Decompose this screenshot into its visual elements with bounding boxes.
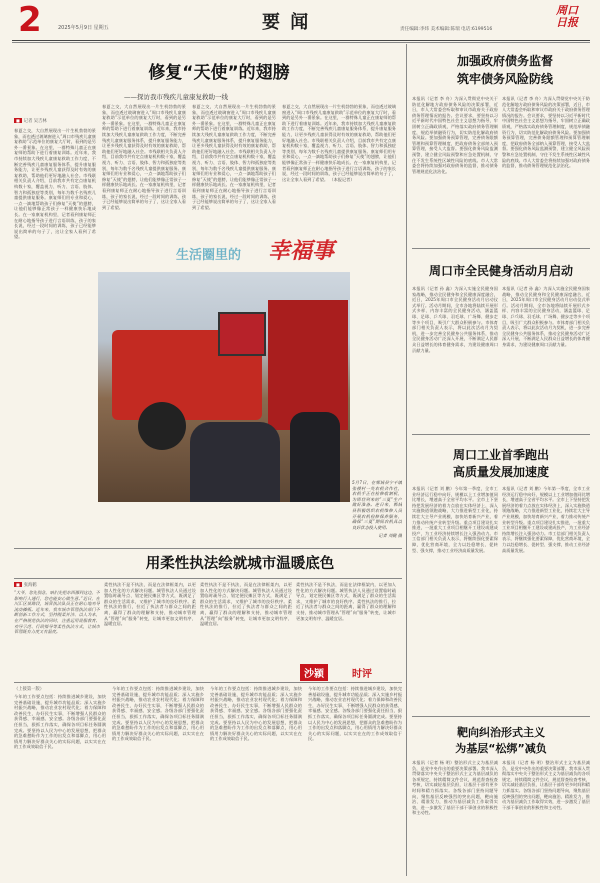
flexible-col-4: 柔性执法不是不执法，而是在法律框架内，以更加人性化的方式解决问题。城管执法人员通过设置临时疏导点、划定便民摊区等方式，既满足了群众的生活需求，又维护了城市的良好秩序。柔性执法的推行，拉近了执法者与群众之间的距离，赢得了群众的理解和支持，推动城市管理从“管理”向“服务”转变，让城市更加文明有序、温暖宜居。 <box>296 582 396 621</box>
flexible-byline-tag: ■ <box>16 582 20 587</box>
flexible-byline <box>14 582 37 588</box>
industry-col-1: 本报讯（记者 刘 鹏）今年第一季度，全市工业经济运行稳中向好，规模以上工业增加值同比增长，增速高于全省平均水平。全市上下坚持把发展经济的着力点放在实体经济上，深入实施换道领跑战略，大力推进新型工业化，持续壮大主导产业规模，加快培育新兴产业，着力推动传统产业转型升级。重点项目建设扎实推进，一批重大工业项目相继开工建设或建成投产，为工业经济持续增长注入强劲动力。市工信部门相关负责人表示，将继续强化要素保障，优化营商环境，全力以赴稳增长、促转型、强支撑，推动工业经济高质量发展。 <box>412 486 498 553</box>
happiness-banner-part2: 幸福事 <box>268 238 335 264</box>
bottom-rule <box>14 682 402 683</box>
angel-end: （本报记者） <box>329 176 355 182</box>
angel-col-3-text: 春夏之交，大自然展现出一片生机勃勃的景象，而也透过玻璃窗进入“周口市残疾儿童康复救助”示范单位的康复大厅时，看到的是另外一番景象。在这里，一群特殊儿童正在康复师的帮助下进行着康复训练。近年来，我市持续加大残疾儿童康复救助工作力度，不断完善残疾儿童康复服务体系，提升康复服务能力，让更多残疾儿童获得及时有效的康复救助，帮助他们更好地融入社会。市残联相关负责人介绍，目前我市共有定点康复机构数十家，覆盖视力、听力、言语、肢体、智力和孤独症等类别，每年为数千名残疾儿童提供康复服务。康复师们用专业和爱心，一点一滴地帮助孩子们修复“天使”的翅膀，让他们能够像正常孩子一样健康快乐地成长。在一家康复机构里，记者看到康复师正在耐心地指导孩子进行言语训练，孩子的家长说，经过一段时间的训练，孩子已经能够说出简单的句子了，这让全家人看到了希望。 <box>192 104 276 210</box>
commentary-title-line2: 为基层“松绑”减负 <box>455 742 547 755</box>
column-divider <box>406 44 407 876</box>
flexible-title: 用柔性执法绘就城市温暖底色 <box>145 556 335 572</box>
debt-title-line1: 加强政府债务监督 <box>456 54 553 68</box>
flexible-col-2: 柔性执法不是不执法，而是在法律框架内，以更加人性化的方式解决问题。城管执法人员通过设置临时疏导点、划定便民摊区等方式，既满足了群众的生活需求，又维护了城市的良好秩序。柔性执法的推行，拉近了执法者与群众之间的距离，赢得了群众的理解和支持，推动城市管理从“管理”向“服务”转变，让城市更加文明有序、温暖宜居。 <box>104 582 196 627</box>
harvester-header <box>268 300 348 430</box>
page-number: 2 <box>18 0 42 40</box>
industry-top-rule <box>412 434 590 435</box>
bottom-left-byline: （上接第一版） <box>14 687 45 692</box>
bottom-col-4: 今年的工作要点包括：持续推进城乡建设，加快完善基础设施，提升城市功能品质；深入实施乡村振兴战略，推动农业农村现代化；着力保障和改善民生，办好民生实事，不断增强人民群众的获得感、幸福感、安全感。各级各部门要强化责任担当，狠抓工作落实，确保各项目标任务圆满完成。要坚持以人民为中心的发展思想，把群众的急难愁盼作为工作的出发点和落脚点，用心用情用力解决好群众关心的实际问题，以实实在在的工作成效取信于民。 <box>308 686 402 742</box>
angel-byline-text: 记者 吴吉林 <box>23 119 47 124</box>
industry-col-2: 本报讯（记者 刘 鹏）今年第一季度，全市工业经济运行稳中向好，规模以上工业增加值同比增长，增速高于全省平均水平。全市上下坚持把发展经济的着力点放在实体经济上，深入实施换道领跑战略，大力推进新型工业化，持续壮大主导产业规模，加快培育新兴产业，着力推动传统产业转型升级。重点项目建设扎实推进，一批重大工业项目相继开工建设或建成投产，为工业经济持续增长注入强劲动力。市工信部门相关负责人表示，将继续强化要素保障，优化营商环境，全力以赴稳增长、促转型、强支撑，推动工业经济高质量发展。 <box>502 486 590 553</box>
angel-col-2-text: 春夏之交，大自然展现出一片生机勃勃的景象，而也透过玻璃窗进入“周口市残疾儿童康复救助”示范单位的康复大厅时，看到的是另外一番景象。在这里，一群特殊儿童正在康复师的帮助下进行着康复训练。近年来，我市持续加大残疾儿童康复救助工作力度，不断完善残疾儿童康复服务体系，提升康复服务能力，让更多残疾儿童获得及时有效的康复救助，帮助他们更好地融入社会。市残联相关负责人介绍，目前我市共有定点康复机构数十家，覆盖视力、听力、言语、肢体、智力和孤独症等类别，每年为数千名残疾儿童提供康复服务。康复师们用专业和爱心，一点一滴地帮助孩子们修复“天使”的翅膀，让他们能够像正常孩子一样健康快乐地成长。在一家康复机构里，记者看到康复师正在耐心地指导孩子进行言语训练，孩子的家长说，经过一段时间的训练，孩子已经能够说出简单的句子了，这让全家人看到了希望。 <box>102 104 186 210</box>
section-title: 要 闻 <box>262 12 311 33</box>
happiness-banner <box>160 232 405 272</box>
bottom-col-1: 今年的工作要点包括：持续推进城乡建设，加快完善基础设施，提升城市功能品质；深入实施乡村振兴战略，推动农业农村现代化；着力保障和改善民生，办好民生实事，不断增强人民群众的获得感、幸福感、安全感。各级各部门要强化责任担当，狠抓工作落实，确保各项目标任务圆满完成。要坚持以人民为中心的发展思想，把群众的急难愁盼作为工作的出发点和落脚点，用心用情用力解决好群众关心的实际问题，以实实在在的工作成效取信于民。 <box>14 694 106 750</box>
angel-col-4-text: 春夏之交，大自然展现出一片生机勃勃的景象，而也透过玻璃窗进入“周口市残疾儿童康复救助”示范单位的康复大厅时，看到的是另外一番景象。在这里，一群特殊儿童正在康复师的帮助下进行着康复训练。近年来，我市持续加大残疾儿童康复救助工作力度，不断完善残疾儿童康复服务体系，提升康复服务能力，让更多残疾儿童获得及时有效的康复救助，帮助他们更好地融入社会。市残联相关负责人介绍，目前我市共有定点康复机构数十家，覆盖视力、听力、言语、肢体、智力和孤独症等类别，每年为数千名残疾儿童提供康复服务。康复师们用专业和爱心，一点一滴地帮助孩子们修复“天使”的翅膀，让他们能够像正常孩子一样健康快乐地成长。在一家康复机构里，记者看到康复师正在耐心地指导孩子进行言语训练，孩子的家长说，经过一段时间的训练，孩子已经能够说出简单的句子了，这让全家人看到了希望。 <box>282 104 396 182</box>
flexible-lead: “大爷，您先别急，咱们先把东西挪到这边，不影响行人通行，您也能安心做生意。”近日，在川汇区某路段，城管执法队员正在耐心地劝导流动摊贩。近年来，我市城市管理执法部门不断创新工作方式，坚持刚柔并济、以人为本，在严格规范执法的同时，注重运用说服教育、劝导示范、行政指导等柔性执法方式，让城市管理既有力度又有温度。 <box>14 590 100 635</box>
masthead <box>0 0 600 42</box>
commentary-col-2: 本报讯（记者 杨 明）整治形式主义为基层减负，是党中央作出的重要决策部署。我市深入贯彻落实中央关于整治形式主义为基层减负的各项规定，持续精简文件会议，规范督查检查考核，切实减轻基层负担，让基层干部有更多时间和精力抓落实。各级各部门坚持问题导向，聚焦基层反映强烈的突出问题，靶向施治、精准发力，推动为基层减负工作取得实效，进一步激发了基层干部干事创业的积极性和主动性。 <box>502 760 590 810</box>
happiness-banner-part1: 生活圈里的 <box>176 248 242 263</box>
flexible-bottom-rule <box>14 578 402 579</box>
flexible-col-3: 柔性执法不是不执法，而是在法律框架内，以更加人性化的方式解决问题。城管执法人员通过设置临时疏导点、划定便民摊区等方式，既满足了群众的生活需求，又维护了城市的良好秩序。柔性执法的推行，拉近了执法者与群众之间的距离，赢得了群众的理解和支持，推动城市管理从“管理”向“服务”转变，让城市更加文明有序、温暖宜居。 <box>200 582 292 627</box>
debt-title-line2: 筑牢债务风险防线 <box>456 72 553 86</box>
fitness-top-rule <box>412 248 590 249</box>
harvester-wheel <box>138 402 186 450</box>
paper-logo: 周口日报 <box>556 4 578 29</box>
angel-subtitle: ——探访我市残疾儿童康复救助一线 <box>124 93 228 101</box>
industry-title-line1: 周口工业首季跑出 <box>452 448 549 462</box>
worker-figure-right <box>290 412 340 502</box>
editor-line: 责任编辑:李炜 美术编辑:陈瑞 电话:6199516 <box>400 27 493 32</box>
harvester-cab <box>218 312 266 356</box>
flexible-byline-text: 张海鹤 <box>23 583 37 588</box>
angel-byline <box>14 118 47 124</box>
debt-col-2: 本报讯（记者 李 舟）为深入贯彻党中央关于防范化解地方政府债务风险的决策部署，近日，市人大常委会听取和审议市政府关于政府债务管理情况的报告。会议要求，要坚持以习近平新时代中国特色社会主义思想为指导，牢固树立正确政绩观，严格落实政府债务管理制度，规范举债融资行为，切实防范化解政府债务风险。要加强债务预算管理，完善债务限额管理和预算管理制度，把政府债务全部纳入预算管理，接受人大监督。要强化债务风险监测预警，建立健全风险预警和应急处置机制，守住不发生系统性区域性风险的底线。市人大常委会将持续加强对政府债务的监督，推动债务管理规范化法治化。 <box>502 96 590 169</box>
bottom-col-2: 今年的工作要点包括：持续推进城乡建设，加快完善基础设施，提升城市功能品质；深入实施乡村振兴战略，推动农业农村现代化；着力保障和改善民生，办好民生实事，不断增强人民群众的获得感、幸福感、安全感。各级各部门要强化责任担当，狠抓工作落实，确保各项目标任务圆满完成。要坚持以人民为中心的发展思想，把群众的急难愁盼作为工作的出发点和落脚点，用心用情用力解决好群众关心的实际问题，以实实在在的工作成效取信于民。 <box>112 686 204 742</box>
angel-byline-tag: ■ <box>16 118 20 123</box>
commentary-top-rule <box>412 716 590 717</box>
commentary-column-suffix: 时评 <box>352 669 372 680</box>
industry-title-line2: 高质量发展加速度 <box>452 465 549 479</box>
commentary-title-line1: 靶向纠治形式主义 <box>457 726 545 739</box>
fitness-title: 周口市全民健身活动月启动 <box>428 264 573 278</box>
masthead-rule <box>12 40 590 41</box>
fitness-col-1: 本报讯（记者 孙 鑫）为深入实施全民健身国家战略，推动全民健身和全民健康深度融合，近日，2025年周口市全民健身活动月启动仪式举行。活动月期间，全市各地将陆续开展形式多样、内容丰富的全民健身活动，涵盖篮球、足球、乒乓球、羽毛球、广场舞、健步走等多个项目，吸引广大群众积极参与。市体育部门相关负责人表示，将以此次活动月为契机，进一步完善全民健身公共服务体系，推动全民健身活动广泛深入开展，不断满足人民群众日益增长的体育健身需求，为建设健康周口贡献力量。 <box>412 286 498 353</box>
fitness-col-2: 本报讯（记者 孙 鑫）为深入实施全民健身国家战略，推动全民健身和全民健康深度融合，近日，2025年周口市全民健身活动月启动仪式举行。活动月期间，全市各地将陆续开展形式多样、内容丰富的全民健身活动，涵盖篮球、足球、乒乓球、羽毛球、广场舞、健步走等多个项目，吸引广大群众积极参与。市体育部门相关负责人表示，将以此次活动月为契机，进一步完善全民健身公共服务体系，推动全民健身活动广泛深入开展，不断满足人民群众日益增长的体育健身需求，为建设健康周口贡献力量。 <box>502 286 590 347</box>
happiness-caption-credit: 记者 刘健 摄 <box>378 533 402 539</box>
masthead-rule-thin <box>12 42 590 43</box>
commentary-column-name: 沙颍 <box>300 664 328 681</box>
happiness-caption-text: 5月7日，在郸城县宁平镇张楼村一处农机合作社，农机手正在检修收割机，为即将到来的“三夏”生产做好准备。连日来，郸城县积极组织农机维修人员开展农机检修保养服务，确保“三夏”期间农机具以良好状态投入使用。 <box>352 480 402 530</box>
debt-col-1: 本报讯（记者 李 舟）为深入贯彻党中央关于防范化解地方政府债务风险的决策部署，近日，市人大常委会听取和审议市政府关于政府债务管理情况的报告。会议要求，要坚持以习近平新时代中国特色社会主义思想为指导，牢固树立正确政绩观，严格落实政府债务管理制度，规范举债融资行为，切实防范化解政府债务风险。要加强债务预算管理，完善债务限额管理和预算管理制度，把政府债务全部纳入预算管理，接受人大监督。要强化债务风险监测预警，建立健全风险预警和应急处置机制，守住不发生系统性区域性风险的底线。市人大常委会将持续加强对政府债务的监督，推动债务管理规范化法治化。 <box>412 96 498 174</box>
harvester-photo <box>98 272 350 502</box>
angel-title: 修复“天使”的翅膀 <box>148 63 290 83</box>
date-line: 2025年5月9日 星期五 <box>58 25 109 31</box>
commentary-banner <box>300 664 404 680</box>
workers-figure <box>190 422 280 502</box>
angel-col-1: 春夏之交，大自然展现出一片生机勃勃的景象，而也透过玻璃窗进入“周口市残疾儿童康复救助”示范单位的康复大厅时，看到的是另外一番景象。在这里，一群特殊儿童正在康复师的帮助下进行着康复训练。近年来，我市持续加大残疾儿童康复救助工作力度，不断完善残疾儿童康复服务体系，提升康复服务能力，让更多残疾儿童获得及时有效的康复救助，帮助他们更好地融入社会。市残联相关负责人介绍，目前我市共有定点康复机构数十家，覆盖视力、听力、言语、肢体、智力和孤独症等类别，每年为数千名残疾儿童提供康复服务。康复师们用专业和爱心，一点一滴地帮助孩子们修复“天使”的翅膀，让他们能够像正常孩子一样健康快乐地成长。在一家康复机构里，记者看到康复师正在耐心地指导孩子进行言语训练，孩子的家长说，经过一段时间的训练，孩子已经能够说出简单的句子了，这让全家人看到了希望。 <box>14 128 96 240</box>
commentary-col-1: 本报讯（记者 杨 明）整治形式主义为基层减负，是党中央作出的重要决策部署。我市深入贯彻落实中央关于整治形式主义为基层减负的各项规定，持续精简文件会议，规范督查检查考核，切实减轻基层负担，让基层干部有更多时间和精力抓落实。各级各部门坚持问题导向，聚焦基层反映强烈的突出问题，靶向施治、精准发力，推动为基层减负工作取得实效，进一步激发了基层干部干事创业的积极性和主动性。 <box>412 760 498 816</box>
bottom-col-3: 今年的工作要点包括：持续推进城乡建设，加快完善基础设施，提升城市功能品质；深入实施乡村振兴战略，推动农业农村现代化；着力保障和改善民生，办好民生实事，不断增强人民群众的获得感、幸福感、安全感。各级各部门要强化责任担当，狠抓工作落实，确保各项目标任务圆满完成。要坚持以人民为中心的发展思想，把群众的急难愁盼作为工作的出发点和落脚点，用心用情用力解决好群众关心的实际问题，以实实在在的工作成效取信于民。 <box>210 686 302 742</box>
flexible-top-rule <box>14 548 402 549</box>
